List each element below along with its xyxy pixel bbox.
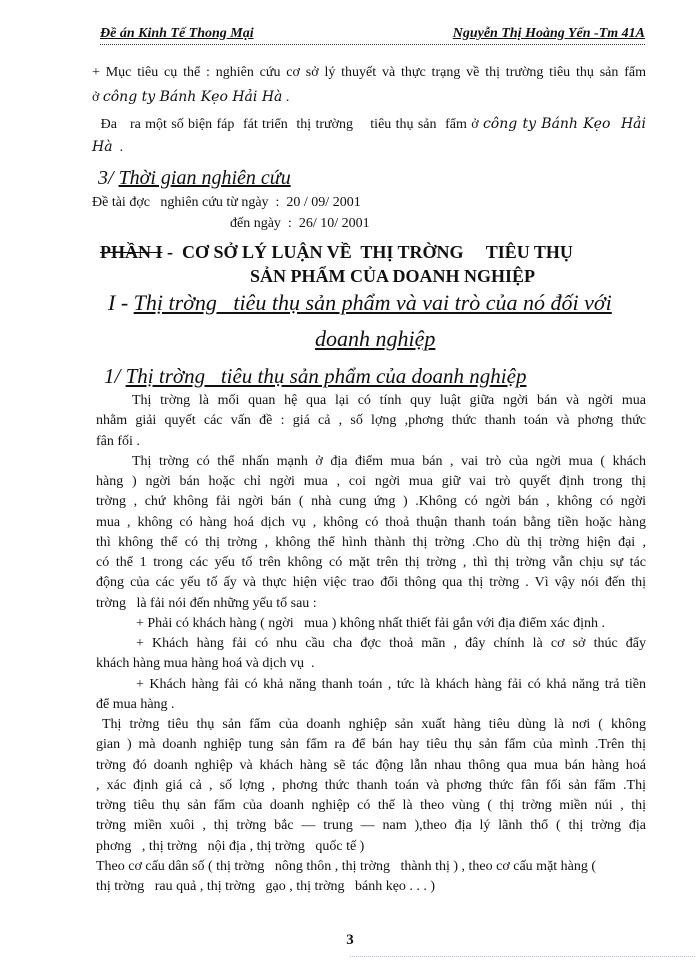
body-line: thì không thể có thị trờng , không thể hình thành thị trờng .Cho dù thị trờng hiện đại , <box>96 534 646 550</box>
page-header <box>100 22 645 45</box>
body-line: có thể 1 trong các yếu tố trên không có mặt trên thị trờng , thì thị trờng vẫn chịu sự tác <box>96 555 646 570</box>
body-line: + Phải có khách hàng ( ngời mua ) không nhất thiết fải gắn với địa điểm xác định . <box>136 615 606 631</box>
part-label: PHẦN I <box>100 242 163 262</box>
text: ở <box>92 90 103 105</box>
subsection-heading <box>104 363 526 389</box>
body-line: trờng , chứ không fải ngời bán ( nhà cung ứng ) .Không có ngời bán , không có ngời <box>96 494 646 510</box>
body-line: + Khách hàng fải có khả năng thanh toán , tức là khách hàng fải có khả năng trả tiền <box>136 676 646 692</box>
section-heading <box>98 165 291 191</box>
part-title-line2: SẢN PHẨM CỦA DOANH NGHIỆP <box>250 266 536 286</box>
date-start: Đề tài đợc nghiên cứu từ ngày : 20 / 09/ 2001 <box>92 195 361 210</box>
part-title-line1: - CƠ SỞ LÝ LUẬN VỀ THỊ TRỜNG TIÊU THỤ <box>162 242 573 262</box>
body-line: thị trờng rau quả , thị trờng gạo , thị trờng bánh kẹo . . . ) <box>96 879 436 894</box>
body-line: , xác định giá cả , số lợng , phơng thức thanh toán và phơng thức fân fối sản fẩm .Thị <box>96 777 646 793</box>
section-number: 3/ <box>98 167 119 189</box>
part-title <box>100 240 573 264</box>
text: . <box>112 140 124 155</box>
chapter-heading <box>108 288 612 318</box>
intro-line <box>92 114 646 135</box>
body-line: gian ) mà doanh nghiệp tung sản fẩm ra để bán hay tiêu thụ sản fẩm của mình .Trên thị <box>96 737 646 753</box>
body-line: Thị trờng là mối quan hệ qua lại có tính quy luật giữa ngời bán và ngời mua <box>132 393 646 408</box>
body-line: fân fối . <box>96 433 140 449</box>
chapter-title-line2 <box>315 324 435 354</box>
body-line: phơng , thị trờng nội địa , thị trờng quốc tế ) <box>96 838 365 854</box>
text: . <box>282 90 290 105</box>
header-right: Nguyễn Thị Hoàng Yến -Tm 41A <box>452 26 645 41</box>
subsection-number: 1/ <box>104 364 126 388</box>
body-line: hàng ) ngời bán hoặc chỉ ngời mua , coi ngời mua giữ vai trò quyết định trong thị <box>96 474 646 489</box>
body-line: trờng đó doanh nghiệp và khách hàng sẽ tác động lẫn nhau thông qua mua bán hàng hoá <box>96 757 646 773</box>
company-name: công ty Bánh Kẹo Hải Hà <box>102 89 283 105</box>
body-line: mua , không có hàng hoá dịch vụ , không có thoả thuận thanh toán bằng tiền hoặc hàng <box>96 514 646 530</box>
company-name: Hà <box>92 139 113 155</box>
body-line: nhằm giải quyết các vấn đề : giá cả , số lợng ,phơng thức thanh toán và phơng thức <box>96 413 646 429</box>
intro-line <box>92 87 642 108</box>
intro-line: + Mục tiêu cụ thể : nghiên cứu cơ sở lý thuyết và thực trạng về thị trường tiêu thụ sản fẩm <box>92 65 646 80</box>
header-left: Đề án Kinh Tế Thong Mại <box>100 26 254 41</box>
page-border <box>350 956 695 957</box>
body-line: Thị trờng có thể nhấn mạnh ở địa điểm mua bán , vai trò của ngời mua ( khách <box>132 453 646 469</box>
body-line: trờng là fải nói đến những yếu tố sau : <box>96 595 317 611</box>
body-line: trờng miền xuôi , thị trờng bắc — trung — nam ),theo địa lý lãnh thổ ( thị trờng địa <box>96 818 646 834</box>
chapter-title: Thị trờng tiêu thụ sản phẩm và vai trò của nó đối với <box>133 290 612 315</box>
body-line: khách hàng mua hàng hoá và dịch vụ . <box>96 656 315 672</box>
chapter-number: I - <box>108 290 134 315</box>
subsection-title: Thị trờng tiêu thụ sản phẩm của doanh nghiệp <box>125 364 527 388</box>
text: Đa ra một số biện fáp fát triển thị trường tiêu thụ sản fẩm ở <box>92 117 483 132</box>
body-line: Theo cơ cấu dân số ( thị trờng nông thôn , thị trờng thành thị ) , theo cơ cấu mặt hàng ( <box>96 858 597 874</box>
page-number: 3 <box>346 932 354 948</box>
company-name: công ty Bánh Kẹo Hải <box>482 116 646 132</box>
body-line: trờng tiêu thụ sản fẩm của doanh nghiệp có thể là theo vùng ( thị trờng miền núi , thị <box>96 798 646 813</box>
body-line: động của các yếu tố ấy và thực hiện việc trao đổi thông qua thị trờng . Vì vậy nói đến thị <box>96 575 646 591</box>
section-title: Thời gian nghiên cứu <box>118 167 291 189</box>
body-line: + Khách hàng fải có nhu cầu cha đợc thoả mãn , đây chính là cơ sở thúc đẩy <box>136 636 646 651</box>
intro-line <box>92 137 642 158</box>
body-line: Thị trờng tiêu thụ sản fẩm của doanh nghiệp sản xuất hàng tiêu dùng là nơi ( không <box>102 717 646 732</box>
date-end: đến ngày : 26/ 10/ 2001 <box>230 216 370 231</box>
body-line: để mua hàng . <box>96 696 175 712</box>
chapter-title: doanh nghiệp <box>315 326 436 351</box>
